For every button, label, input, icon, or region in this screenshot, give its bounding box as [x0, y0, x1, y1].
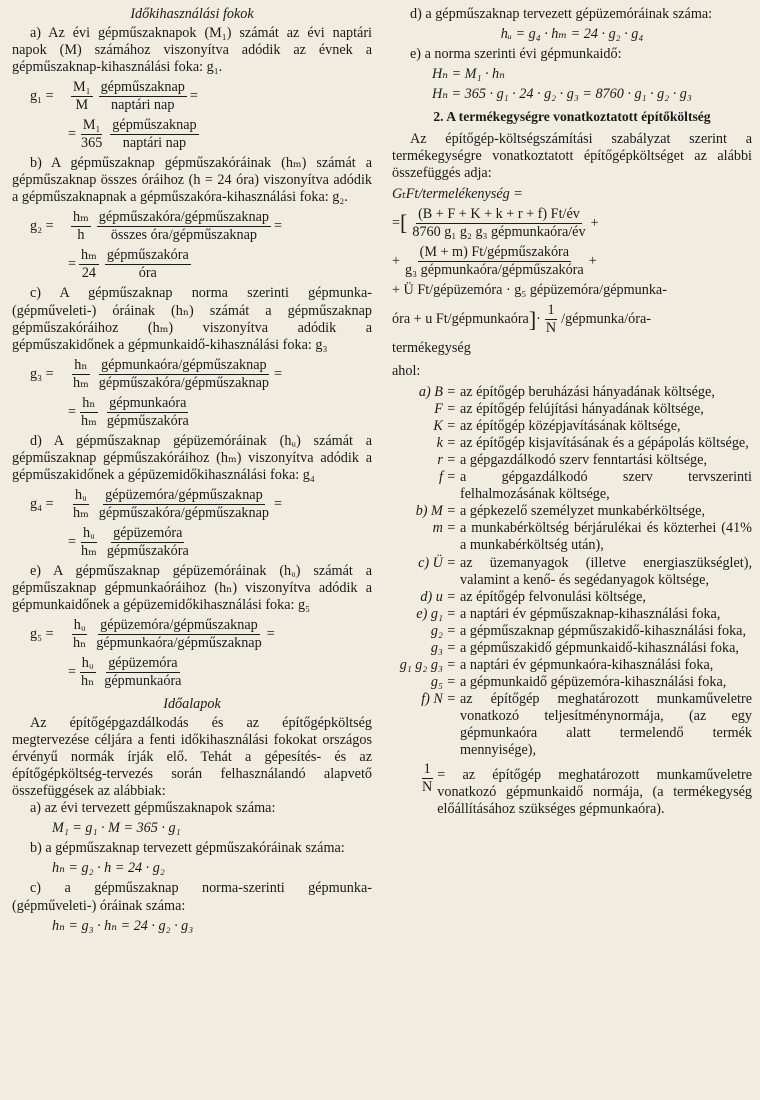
definition-item: g₅ = a gépmunkaidő gépüzemóra-kihasználási foka,: [430, 673, 727, 690]
cost-line-4: óra + u Ft/gépmunkaóra ] · $\frac{1}{N}$ /gépmunka/óra-: [392, 302, 651, 337]
formula-g5-cont: = $\frac{\text{hᵤ}}{\text{hₙ}}$ $\frac{\text{gépüzemóra}}{\text{gépmunkaóra}}$: [68, 655, 182, 690]
definition-last: $\frac{1}{N}$ = az építőgép meghatározott munkaműveletre vonatkozó gépmunkaidő normája, (a termékegység előállításához szükséges gépmunkaóra).: [422, 760, 752, 817]
section-heading-idoalapok: Időalapok: [163, 696, 221, 713]
paragraph-b: b) A gépműszaknap gépműszakóráinak (hₘ) számát a gépműszaknap összes óráihoz (h = 24 óra) viszonyítva adódik a gépműszaknapnak a gépműszakóra-kihasználási foka: g₂.: [12, 155, 372, 206]
definition-item: c) Ü = az üzemanyagok (illetve energiaszükséglet), valamint a kenő- és segédanyagok költsége,: [418, 554, 752, 588]
formula-g2: g₂ = $\frac{\text{hₘ}}{h}$ $\frac{\text{gépműszakóra/gépműszaknap}}{\text{összes óra/gépműszaknap}}$ =: [30, 209, 283, 244]
right-column: [392, 6, 752, 821]
definition-item: g₃ = a gépműszakidő gépmunkaidő-kihasználási foka,: [430, 639, 739, 656]
paragraph-e: e) A gépműszaknap gépüzemóráinak (hᵤ) számát a gépműszaknap gépmunkaóráihoz (hₙ) viszonyítva adódik a gépmunkaidőnek a gépüzemidőkihasználási foka: g₅: [12, 562, 372, 613]
cost-line-5: termékegység: [392, 340, 471, 357]
definition-item: g₂ = a gépműszaknap gépműszakidő-kihasználási foka,: [430, 622, 747, 639]
fraction: $\frac{\text{M₁}}{365}$: [81, 117, 103, 152]
paragraph-ic: c) a gépműszaknap norma-szerinti gépmunka- (gépműveleti-) óráinak száma:: [12, 880, 372, 914]
fraction: $\frac{\text{M₁}}{M}$: [73, 79, 91, 114]
cost-lhs: GₜFt/termelékenység =: [392, 185, 523, 202]
definition-item: g₁ g₂ g₃ = a naptári év gépmunkaóra-kihasználási foka,: [399, 656, 714, 673]
definition-item: k = az építőgép kisjavításának és a gépápolás költsége,: [436, 435, 749, 452]
formula-m1: M₁ = g₁ · M = 365 · g₁: [52, 820, 181, 837]
cost-line-1: = [ $\frac{(B + F + K + k + r + f) Ft/év}{\text{8760 g₁ g₂ g₃ gépmunkaóra/év}}$ +: [392, 205, 599, 240]
paragraph-a: a) Az évi gépműszaknapok (M₁) számát az évi naptári napok (M) számához viszonyítva adódik az évnek a gépműszaknap-kihasználási foka: g₁.: [12, 25, 372, 76]
formula-hu: hᵤ = g₄ · hₘ = 24 · g₂ · g₄: [500, 26, 644, 43]
cost-line-2: + $\frac{\text{(M + m) Ft/gépműszakóra}}{\text{g₃ gépmunkaóra/gépműszakóra}}$ +: [392, 243, 597, 278]
fraction: $\frac{1}{N}$: [545, 302, 557, 337]
formula-hn-24: hₙ = g₂ · h = 24 · g₂: [52, 860, 165, 877]
definition-item: e) g₁ = a naptári év gépműszaknap-kihasználási foka,: [416, 605, 721, 622]
fraction: $\frac{1}{N}$: [422, 760, 433, 795]
fraction: $\frac{\text{gépmunkaóra}}{\text{gépműszakóra}}$: [106, 394, 189, 429]
fraction: $\frac{\text{hᵤ}}{\text{hₙ}}$: [81, 655, 95, 690]
formula-hn-g3: hₙ = g₃ · hₙ = 24 · g₂ · g₃: [52, 917, 194, 934]
paragraph-intro: Az építőgép-költségszámítási szabályzat szerint a termékegységre vonatkoztatott építőgépköltséget az alábbi összefüggés adja:: [392, 130, 752, 181]
definition-item: d) u = az építőgép felvonulási költsége,: [420, 588, 646, 605]
fraction: $\frac{\text{gépműszaknap}}{\text{naptári nap}}$: [100, 79, 185, 114]
fraction: $\frac{\text{hᵤ}}{\text{hₘ}}$: [73, 486, 89, 521]
definition-item: f = a gépgazdálkodó szerv tervszerinti felhalmozásának költsége,: [438, 469, 752, 503]
paragraph-d: d) A gépműszaknap gépüzemóráinak (hᵤ) számát a gépműszaknap gépműszakóráihoz (hₘ) viszonyítva adódik a gépműszakidőnek a gépüzemidőkihasználási foka: g₄: [12, 432, 372, 483]
fraction: $\frac{\text{gépmunkaóra/gépműszaknap}}{\text{gépműszakóra/gépműszaknap}}$: [98, 356, 269, 391]
definition-item: r = a gépgazdálkodó szerv fenntartási költsége,: [437, 452, 707, 469]
fraction: $\frac{\text{gépüzemóra/gépműszaknap}}{\text{gépműszakóra/gépműszaknap}}$: [98, 486, 269, 521]
definition-item: F = az építőgép felújítási hányadának költsége,: [434, 401, 704, 418]
paragraph-ib: b) a gépműszaknap tervezett gépműszakóráinak száma:: [30, 840, 345, 857]
section-heading-idokihasznalasi: Időkihasználási fokok: [130, 6, 254, 22]
definition-item: K = az építőgép középjavításának költsége,: [433, 418, 681, 435]
paragraph-ia: a) az évi tervezett gépműszaknapok száma:: [30, 800, 276, 817]
definition-item: m = a munkabérköltség bérjárulékai és közterhei (41% a munkabérköltség után),: [432, 520, 752, 554]
definition-list: [392, 384, 752, 759]
fraction: $\frac{\text{gépüzemóra/gépműszaknap}}{\text{gépmunkaóra/gépműszaknap}}$: [96, 617, 262, 652]
fraction: $\frac{\text{(M + m) Ft/gépműszakóra}}{\text{g₃ gépmunkaóra/gépműszakóra}}$: [405, 243, 584, 278]
fraction: $\frac{\text{hₙ}}{\text{hₘ}}$: [81, 394, 97, 429]
formula-lhs: g₁ =: [30, 88, 54, 105]
formula-g4-cont: = $\frac{\text{hᵤ}}{\text{hₘ}}$ $\frac{\text{gépüzemóra}}{\text{gépműszakóra}}$: [68, 524, 189, 559]
formula-g3-cont: = $\frac{\text{hₙ}}{\text{hₘ}}$ $\frac{\text{gépmunkaóra}}{\text{gépműszakóra}}$: [68, 394, 189, 429]
paragraph-c: c) A gépműszaknap norma szerinti gépmunka- (gépműveleti-) óráinak (hₙ) számát a gépműszaknap gépműszakóráihoz (hₘ) viszonyítva adódik a gépműszakidőnek a gépmunkaidő-kihasználási foka: g₃: [12, 285, 372, 353]
fraction: $\frac{\text{gépműszakóra/gépműszaknap}}{\text{összes óra/gépműszaknap}}$: [98, 209, 269, 244]
formula-g5: g₅ = $\frac{\text{hᵤ}}{\text{hₙ}}$ $\frac{\text{gépüzemóra/gépműszaknap}}{\text{gépmunkaóra/gépműszaknap}}$ =: [30, 617, 275, 652]
paragraph-id: d) a gépműszaknap tervezett gépüzemóráinak száma:: [410, 6, 713, 22]
fraction: $\frac{\text{gépüzemóra}}{\text{gépmunkaóra}}$: [104, 655, 182, 690]
definition-item: f) N = az építőgép meghatározott munkaműveletre vonatkozó teljesítménynormája, (az egy gépmunkaóra alatt termelendő termék mennyisége),: [421, 690, 752, 758]
fraction: $\frac{\text{gépműszaknap}}{\text{naptári nap}}$: [112, 117, 197, 152]
fraction: $\frac{\text{hₘ}}{24}$: [81, 247, 97, 282]
section-heading-termekegyseg: 2. A termékegységre vonatkoztatott építőköltség: [433, 109, 711, 125]
fraction: $\frac{\text{hₘ}}{h}$: [73, 209, 89, 244]
formula-g2-cont: = $\frac{\text{hₘ}}{24}$ $\frac{\text{gépműszakóra}}{\text{óra}}$: [68, 247, 189, 282]
formula-g1-cont: = $\frac{\text{M₁}}{365}$ $\frac{\text{gépműszaknap}}{\text{naptári nap}}$: [68, 117, 197, 152]
formula-Hn-1: Hₙ = M₁ · hₙ: [432, 66, 505, 83]
fraction: $\frac{(B + F + K + k + r + f) Ft/év}{\text{8760 g₁ g₂ g₃ gépmunkaóra/év}}$: [412, 205, 586, 240]
cost-line-3: + Ü Ft/gépüzemóra · g₅ gépüzemóra/gépmunka-: [392, 282, 667, 299]
paragraph-ie: e) a norma szerinti évi gépmunkaidő:: [410, 46, 622, 63]
formula-g4: g₄ = $\frac{\text{hᵤ}}{\text{hₘ}}$ $\frac{\text{gépüzemóra/gépműszaknap}}{\text{gépműszakóra/gépműszaknap}}$ =: [30, 486, 283, 521]
definition-item: b) M = a gépkezelő személyzet munkabérköltsége,: [415, 503, 706, 520]
fraction: $\frac{\text{hₙ}}{\text{hₘ}}$: [73, 356, 89, 391]
fraction: $\frac{\text{gépüzemóra}}{\text{gépműszakóra}}$: [106, 524, 189, 559]
formula-Hn-2: Hₙ = 365 · g₁ · 24 · g₂ · g₃ = 8760 · g₁ · g₂ · g₃: [432, 86, 692, 103]
fraction: $\frac{\text{hᵤ}}{\text{hₙ}}$: [73, 617, 87, 652]
ahol-label: ahol:: [392, 363, 421, 380]
paragraph-idoalapok: Az építőgépgazdálkodás és az építőgépköltség megtervezése céljára a fenti időkihasználási fokokat országos érvényű normák írják elő. Tehát a gépesítés- és az építőgépköltség-tervezés során felhasználandó alapvető összefüggések az alábbiak:: [12, 715, 372, 800]
left-column: [12, 6, 372, 938]
cost-formula: [392, 186, 752, 357]
definition-item: a) B = az építőgép beruházási hányadának költsége,: [418, 384, 715, 401]
formula-g1: g₁ = $\frac{\text{M₁}}{M}$ $\frac{\text{gépműszaknap}}{\text{naptári nap}}$ =: [12, 79, 372, 114]
fraction: $\frac{\text{gépműszakóra}}{\text{óra}}$: [106, 247, 189, 282]
fraction: $\frac{\text{hᵤ}}{\text{hₘ}}$: [81, 524, 97, 559]
formula-g3: g₃ = $\frac{\text{hₙ}}{\text{hₘ}}$ $\frac{\text{gépmunkaóra/gépműszaknap}}{\text{gépműszakóra/gépműszaknap}}$ =: [30, 356, 283, 391]
